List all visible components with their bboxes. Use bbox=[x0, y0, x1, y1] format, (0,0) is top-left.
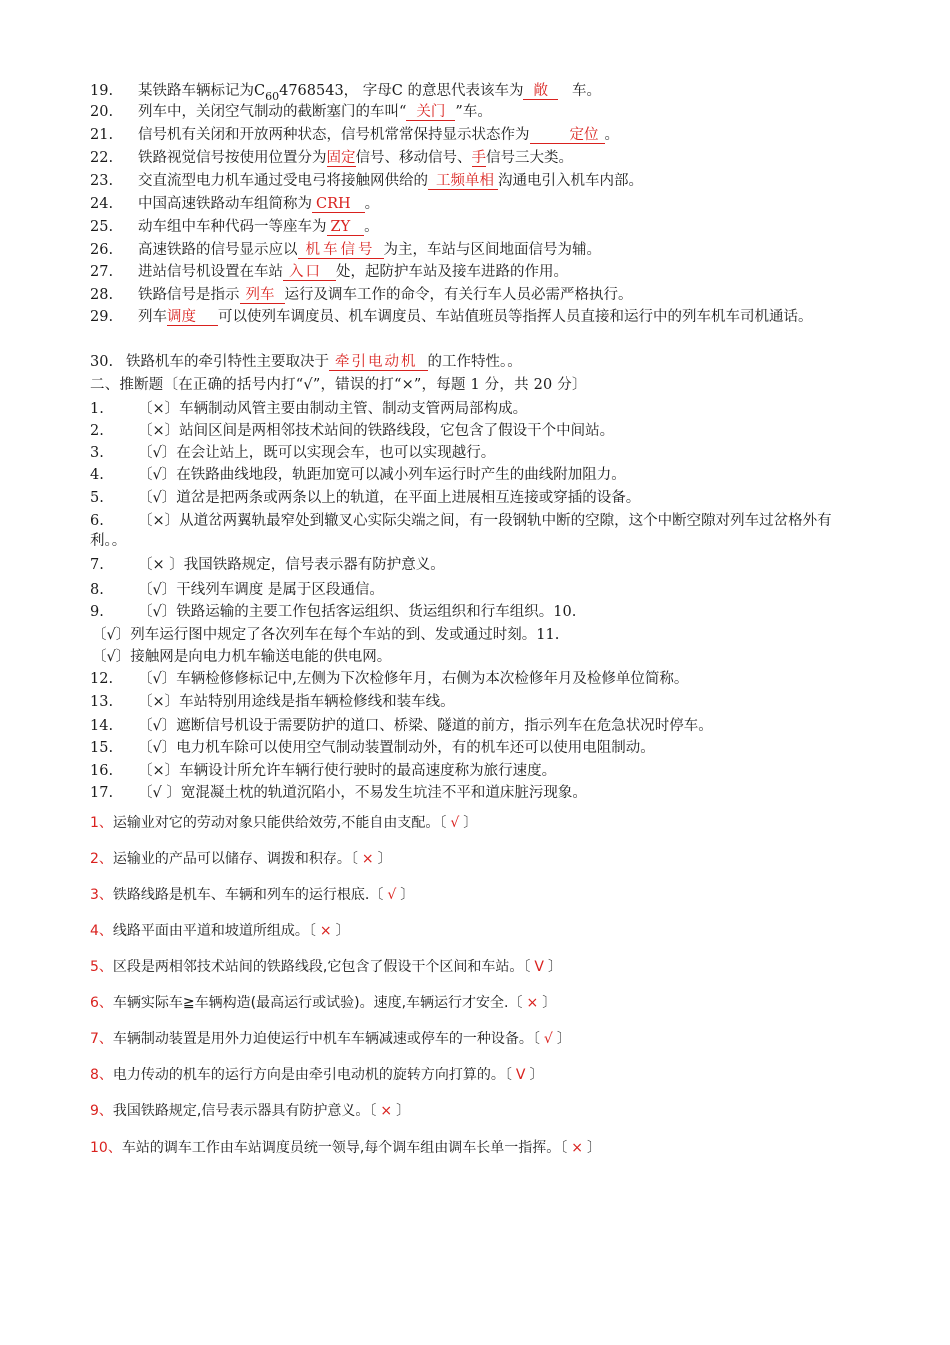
item-number: 9. bbox=[90, 604, 104, 620]
item-number: 1. bbox=[90, 401, 104, 417]
question-23: 23. 交直流型电力机车通过受电弓将接触网供给的 工频单相 沟通电引入机车内部。 bbox=[90, 173, 643, 189]
item-number: 6、 bbox=[90, 995, 113, 1011]
item-text: 列车运行图中规定了各次列车在每个车站的到、发或通过时刻。11. bbox=[130, 627, 560, 643]
extra-judgment-item bbox=[90, 813, 477, 833]
judgment-item bbox=[90, 488, 640, 508]
item-text: 电力传动的机车的运行方向是由牵引电动机的旋转方向打算的。〔 bbox=[112, 1067, 512, 1083]
answer-mark: 〔√〕 bbox=[138, 671, 177, 687]
question-25: 25. 动车组中车种代码一等座车为 ZY 。 bbox=[90, 219, 379, 235]
answer-mark: × bbox=[571, 1140, 584, 1156]
judgment-item bbox=[90, 761, 556, 781]
answer-blank: 定位 bbox=[530, 127, 605, 144]
answer-blank: 牵引电动机 bbox=[329, 354, 428, 371]
judgment-item bbox=[90, 692, 455, 712]
extra-judgment-item bbox=[90, 849, 392, 869]
answer-mark: √ bbox=[543, 1031, 553, 1047]
item-text: 宽混凝土枕的轨道沉陷小，不易发生坑洼不平和道床脏污现象。 bbox=[180, 785, 587, 801]
answer-mark: × bbox=[361, 851, 374, 867]
extra-judgment-item bbox=[90, 1101, 410, 1121]
item-number: 5、 bbox=[90, 959, 113, 975]
item-text: 我国铁路规定,信号表示器具有防护意义。〔 bbox=[112, 1103, 377, 1119]
judgment-item bbox=[92, 625, 559, 645]
item-number: 6. bbox=[90, 513, 104, 529]
item-number: 9、 bbox=[90, 1103, 113, 1119]
answer-mark: √ bbox=[387, 887, 397, 903]
judgment-item bbox=[92, 647, 391, 667]
answer-mark: 〔√〕 bbox=[138, 490, 177, 506]
judgment-item bbox=[90, 443, 495, 463]
item-text: 电力机车除可以使用空气制动装置制动外，有的机车还可以使用电阻制动。 bbox=[176, 740, 655, 756]
answer-mark: 〔×〕 bbox=[138, 513, 180, 529]
item-number: 15. bbox=[90, 740, 114, 756]
answer-mark: 〔×〕 bbox=[138, 763, 180, 779]
answer-blank: 调度 bbox=[167, 309, 218, 326]
item-text: 车站特别用途线是指车辆检修线和装车线。 bbox=[179, 694, 455, 710]
item-number: 5. bbox=[90, 490, 104, 506]
extra-judgment-item bbox=[90, 993, 556, 1013]
item-number: 1、 bbox=[90, 815, 113, 831]
item-number: 2、 bbox=[90, 851, 113, 867]
judgment-item bbox=[90, 783, 587, 803]
item-number: 13. bbox=[90, 694, 114, 710]
question-30: 30. 铁路机车的牵引特性主要取决于 牵引电动机 的工作特性。。 bbox=[90, 354, 522, 370]
bracket-close: 〕 bbox=[556, 1031, 571, 1047]
item-number: 10、 bbox=[90, 1140, 122, 1156]
item-text: 区段是两相邻技术站间的铁路线段,它包含了假设干个区间和车站。〔 bbox=[112, 959, 531, 975]
item-number: 3、 bbox=[90, 887, 113, 903]
item-text: 遮断信号机设于需要防护的道口、桥梁、隧道的前方，指示列车在危急状况时停车。 bbox=[176, 718, 713, 734]
question-22: 22. 铁路视觉信号按使用位置分为固定信号、移动信号、手信号三大类。 bbox=[90, 150, 573, 166]
question-29: 29. 列车调度 可以使列车调度员、机车调度员、车站值班员等指挥人员直接和运行中的列车机车司机通话。 bbox=[90, 309, 813, 325]
answer-blank: 机车信号 bbox=[298, 242, 384, 259]
answer-mark: 〔√〕 bbox=[138, 582, 177, 598]
bracket-close: 〕 bbox=[587, 1140, 602, 1156]
item-text: 在铁路曲线地段，轨距加宽可以减小列车运行时产生的曲线附加阻力。 bbox=[176, 467, 626, 483]
question-28: 28. 铁路信号是指示 列车 运行及调车工作的命令，有关行车人员必需严格执行。 bbox=[90, 287, 633, 303]
item-text: 车辆设计所允许车辆行使行驶时的最高速度称为旅行速度。 bbox=[179, 763, 557, 779]
answer-mark: × bbox=[380, 1103, 393, 1119]
answer-mark: √ bbox=[450, 815, 460, 831]
item-number: 8. bbox=[90, 582, 104, 598]
judgment-item bbox=[90, 511, 860, 551]
judgment-item bbox=[90, 399, 527, 419]
answer-mark: 〔×〕 bbox=[138, 694, 180, 710]
answer-mark: 〔√〕 bbox=[138, 604, 177, 620]
answer-mark: 〔√〕 bbox=[92, 627, 131, 643]
item-number: 4. bbox=[90, 467, 104, 483]
item-text: 铁路运输的主要工作包括客运组织、货运组织和行车组织。10. bbox=[176, 604, 577, 620]
item-number: 2. bbox=[90, 423, 104, 439]
bracket-close: 〕 bbox=[400, 887, 415, 903]
answer-blank: 手 bbox=[471, 150, 486, 166]
answer-blank: 敞 bbox=[523, 83, 558, 100]
item-text: 站间区间是两相邻技术站间的铁路线段，它包含了假设干个中间站。 bbox=[179, 423, 615, 439]
item-text: 线路平面由平道和坡道所组成。〔 bbox=[112, 923, 316, 939]
item-text: 干线列车调度 是属于区段通信。 bbox=[176, 582, 384, 598]
judgment-item bbox=[90, 669, 688, 689]
item-text: 车辆检修修标记中,左侧为下次检修年月，右侧为本次检修年月及检修单位简称。 bbox=[176, 671, 689, 687]
answer-mark: 〔√〕 bbox=[138, 445, 177, 461]
item-text: 铁路线路是机车、车辆和列车的运行根底.〔 bbox=[112, 887, 384, 903]
item-text: 车辆制动装置是用外力迫使运行中机车车辆减速或停车的一种设备。〔 bbox=[112, 1031, 540, 1047]
answer-blank: ZY bbox=[327, 219, 365, 236]
item-number: 16. bbox=[90, 763, 114, 779]
section-header: 二、推断题〔在正确的括号内打“√”，错误的打“×”，每题 1 分，共 20 分〕 bbox=[90, 377, 587, 393]
answer-mark: V bbox=[534, 959, 544, 975]
bracket-close: 〕 bbox=[542, 995, 557, 1011]
answer-mark: 〔√〕 bbox=[138, 740, 177, 756]
answer-blank: 列车 bbox=[240, 287, 285, 304]
item-number: 7、 bbox=[90, 1031, 113, 1047]
extra-judgment-item bbox=[90, 957, 562, 977]
answer-mark: 〔√〕 bbox=[92, 649, 131, 665]
answer-mark: 〔√ 〕 bbox=[138, 785, 181, 801]
question-27: 27. 进站信号机设置在车站 入口 处，起防护车站及接车进路的作用。 bbox=[90, 264, 568, 280]
item-text: 接触网是向电力机车输送电能的供电网。 bbox=[130, 649, 392, 665]
answer-blank: CRH bbox=[312, 196, 365, 213]
judgment-item bbox=[90, 580, 384, 600]
bracket-close: 〕 bbox=[377, 851, 392, 867]
item-number: 3. bbox=[90, 445, 104, 461]
extra-judgment-item bbox=[90, 1029, 571, 1049]
answer-blank: 固定 bbox=[326, 150, 356, 166]
item-text: 运输业的产品可以储存、调拨和积存。〔 bbox=[112, 851, 358, 867]
extra-judgment-item bbox=[90, 885, 414, 905]
item-number: 12. bbox=[90, 671, 114, 687]
judgment-item bbox=[90, 421, 614, 441]
question-20: 20. 列车中，关闭空气制动的截断塞门的车叫“ 关门 ”车。 bbox=[90, 104, 492, 120]
item-number: 7. bbox=[90, 557, 104, 573]
extra-judgment-item bbox=[90, 1138, 601, 1158]
answer-mark: 〔×〕 bbox=[138, 423, 180, 439]
answer-mark: 〔√〕 bbox=[138, 467, 177, 483]
item-text: 车辆实际车≧车辆构造(最高运行或试验)。速度,车辆运行才安全.〔 bbox=[112, 995, 523, 1011]
answer-mark: 〔× 〕 bbox=[138, 557, 184, 573]
question-26: 26. 高速铁路的信号显示应以 机车信号 为主，车站与区间地面信号为辅。 bbox=[90, 242, 601, 258]
extra-judgment-item bbox=[90, 1065, 544, 1085]
answer-mark: × bbox=[319, 923, 332, 939]
bracket-close: 〕 bbox=[529, 1067, 544, 1083]
answer-mark: V bbox=[515, 1067, 526, 1083]
item-number: 14. bbox=[90, 718, 114, 734]
bracket-close: 〕 bbox=[547, 959, 562, 975]
answer-blank: 入口 bbox=[283, 264, 336, 281]
answer-blank: 关门 bbox=[406, 104, 455, 121]
item-text: 我国铁路规定，信号表示器有防护意义。 bbox=[183, 557, 445, 573]
answer-mark: 〔√〕 bbox=[138, 718, 177, 734]
answer-mark: × bbox=[526, 995, 539, 1011]
question-19: 19. 某铁路车辆标记为$C_{60}4768543$， 字母C 的意思代表该车为 敞 车。 bbox=[90, 83, 601, 103]
answer-blank: 工频单相 bbox=[428, 173, 498, 190]
item-text: 运输业对它的劳动对象只能供给效劳,不能自由支配。〔 bbox=[112, 815, 447, 831]
item-text: 车站的调车工作由车站调度员统一领导,每个调车组由调车长单一指挥。〔 bbox=[121, 1140, 568, 1156]
judgment-item bbox=[90, 555, 445, 575]
judgment-item bbox=[90, 465, 626, 485]
question-21: 21. 信号机有关闭和开放两种状态，信号机常常保持显示状态作为 定位 。 bbox=[90, 127, 619, 143]
item-number: 8、 bbox=[90, 1067, 113, 1083]
judgment-item bbox=[90, 738, 655, 758]
extra-judgment-item bbox=[90, 921, 350, 941]
bracket-close: 〕 bbox=[463, 815, 478, 831]
item-text: 道岔是把两条或两条以上的轨道，在平面上进展相互连接或穿插的设备。 bbox=[176, 490, 641, 506]
bracket-close: 〕 bbox=[335, 923, 350, 939]
item-number: 4、 bbox=[90, 923, 113, 939]
judgment-item bbox=[90, 602, 576, 622]
item-number: 17. bbox=[90, 785, 114, 801]
item-text: 从道岔两翼轨最窄处到辙叉心实际尖端之间，有一段钢轨中断的空隙，这个中断空隙对列车过岔格外有利。。 bbox=[90, 513, 832, 549]
item-text: 在会让站上，既可以实现会车，也可以实现越行。 bbox=[176, 445, 496, 461]
answer-mark: 〔×〕 bbox=[138, 401, 180, 417]
bracket-close: 〕 bbox=[396, 1103, 411, 1119]
judgment-item bbox=[90, 716, 713, 736]
item-text: 车辆制动风管主要由制动主管、制动支管两局部构成。 bbox=[179, 401, 528, 417]
question-24: 24. 中国高速铁路动车组简称为 CRH 。 bbox=[90, 196, 380, 212]
